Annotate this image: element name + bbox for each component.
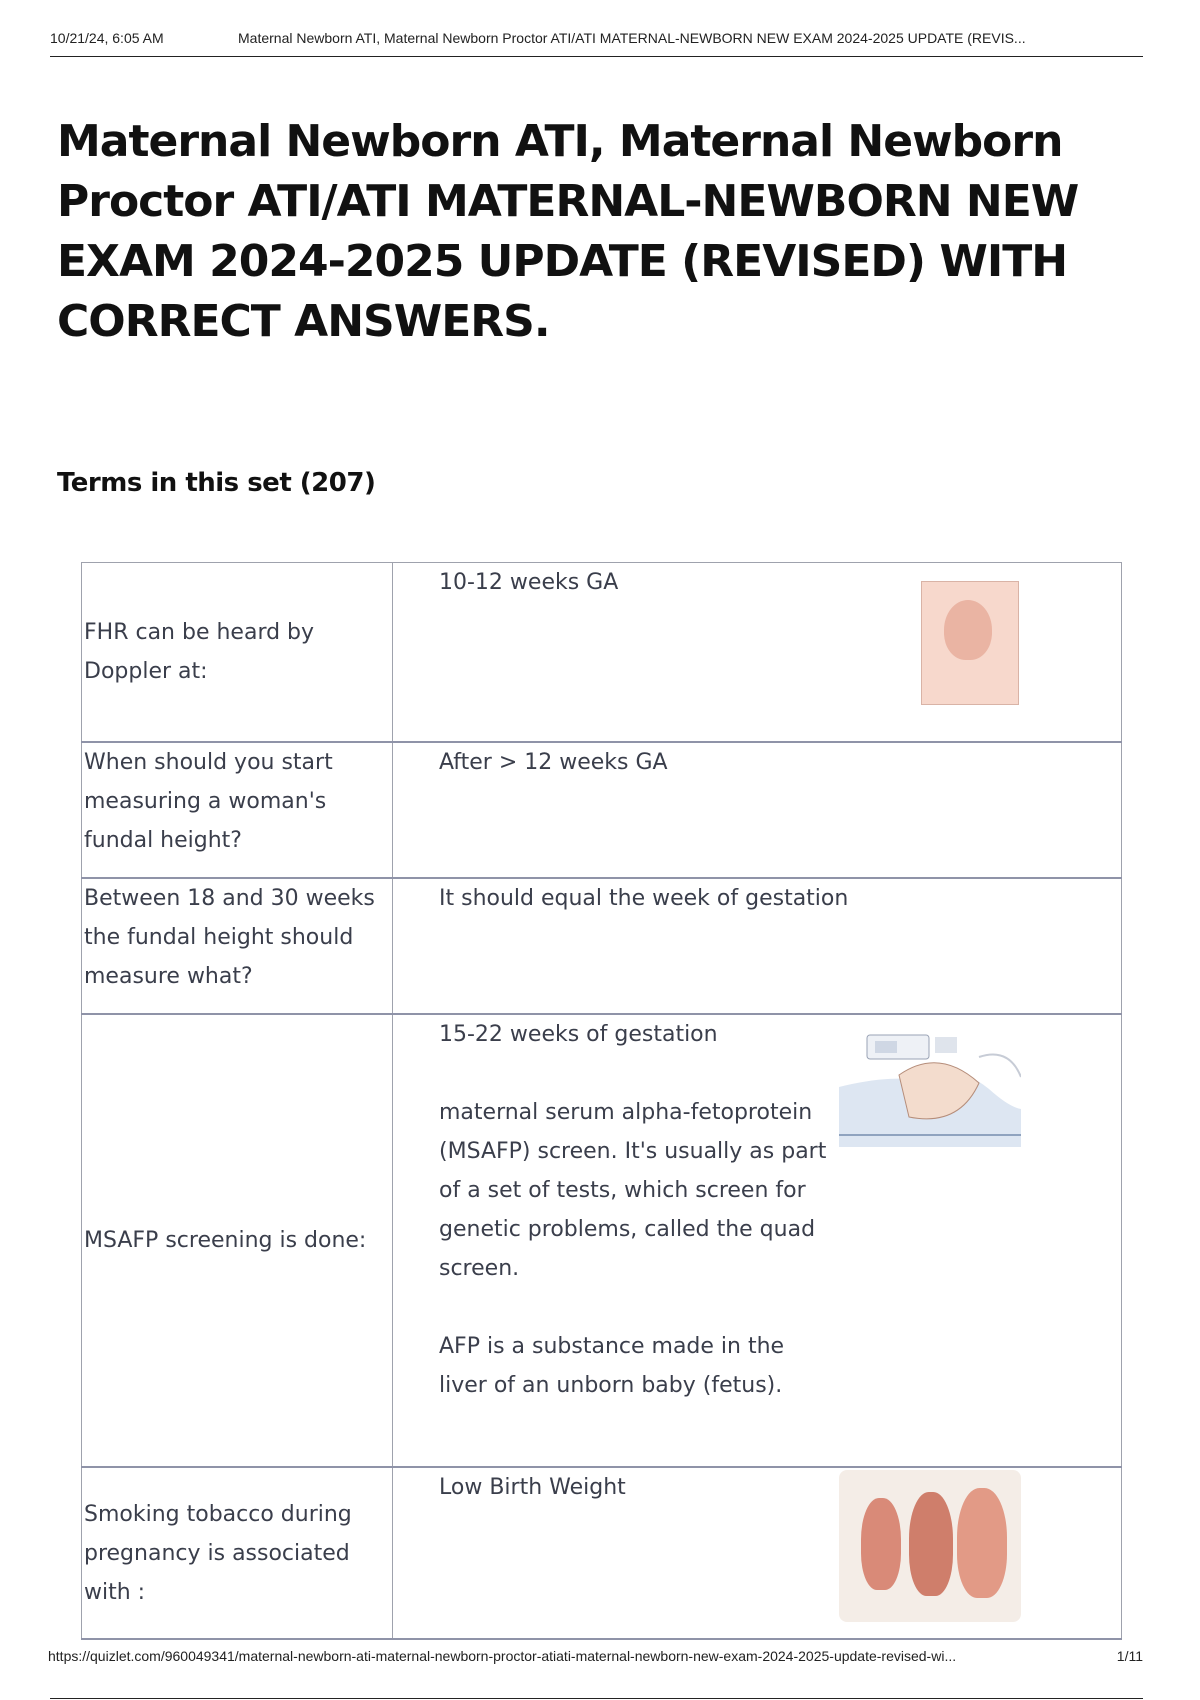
term-text: Between 18 and 30 weeks the fundal height should measure what? [84,886,375,989]
definition-text: Low Birth Weight [439,1475,626,1500]
term-cell [82,878,393,1014]
definition-cell [393,563,1122,743]
terms-table [81,562,1122,1640]
pregnant-woman-ultrasound-illustration [839,1017,1021,1167]
table-row [82,563,1122,743]
definition-cell [393,1014,1122,1467]
terms-heading: Terms in this set (207) [57,468,376,498]
newborn-babies-photo [839,1470,1021,1622]
print-header [50,30,1143,57]
term-text: Smoking tobacco during pregnancy is associated with : [84,1501,352,1605]
definition-cell [393,742,1122,878]
table-row [82,1014,1122,1467]
definition-text: After > 12 weeks GA [439,750,668,775]
print-footer [50,1648,1143,1699]
term-text: When should you start measuring a woman's fundal height? [84,750,333,853]
definition-text: 15-22 weeks of gestation maternal serum alpha-fetoprotein (MSAFP) screen. It's usually as part of a set of tests, which screen for genetic problems, called the quad screen. AFP is a substance made in the liver of an unborn baby (fetus). [439,1022,827,1398]
term-text: FHR can be heard by Doppler at: [84,620,315,684]
term-text: MSAFP screening is done: [84,1228,367,1253]
print-date: 10/21/24, 6:05 AM [50,30,164,46]
table-row [82,1467,1122,1639]
print-footer-url: https://quizlet.com/960049341/maternal-newborn-ati-maternal-newborn-proctor-atiati-maternal-newborn-new-exam-2024-2025-update-revised-wi... [48,1648,957,1664]
definition-text: It should equal the week of gestation [439,886,849,911]
term-cell [82,563,393,743]
term-cell [82,742,393,878]
print-header-title: Maternal Newborn ATI, Maternal Newborn Proctor ATI/ATI MATERNAL-NEWBORN NEW EXAM 2024-2025 UPDATE (REVIS... [238,30,1026,46]
baby-figure [957,1488,1007,1598]
term-cell [82,1467,393,1639]
fetus-illustration-frame [921,581,1019,705]
baby-figure [909,1492,953,1596]
definition-cell [393,1467,1122,1639]
baby-figure [861,1498,901,1590]
fetus-10-weeks-illustration [883,567,1021,717]
page-title: Maternal Newborn ATI, Maternal Newborn Proctor ATI/ATI MATERNAL-NEWBORN NEW EXAM 2024-2025 UPDATE (REVISED) WITH CORRECT ANSWERS. [57,116,1079,347]
page-number: 1/11 [1116,1648,1143,1664]
definition-text: 10-12 weeks GA [439,570,619,595]
table-row [82,742,1122,878]
term-cell [82,1014,393,1467]
table-row [82,878,1122,1014]
definition-cell [393,878,1122,1014]
